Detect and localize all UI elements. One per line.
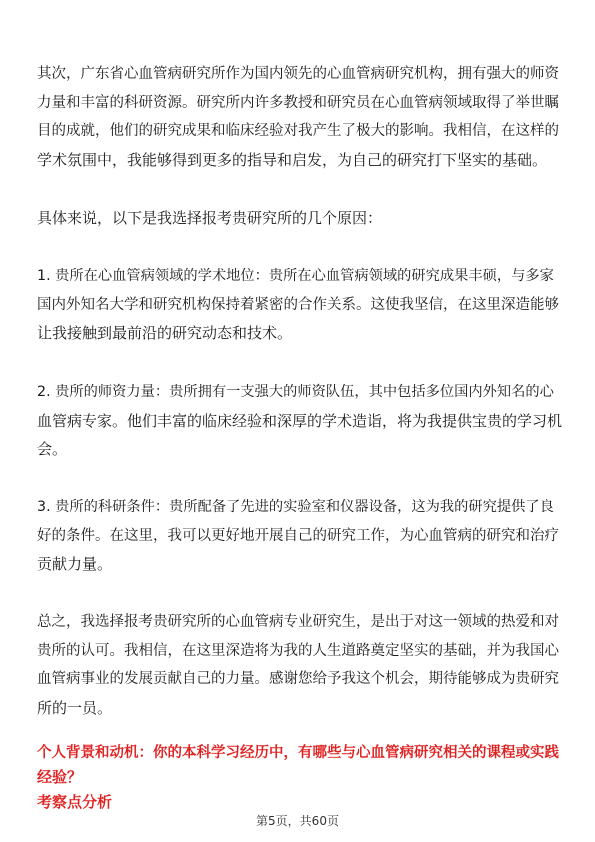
paragraph-line: 目的成就，他们的研究成果和临床经验对我产生了极大的影响。我相信，在这样的 xyxy=(37,123,559,139)
paragraph-line: 所的一员。 xyxy=(37,698,113,717)
paragraph-line: 力量和丰富的科研资源。研究所内许多教授和研究员在心血管病领域取得了举世瞩 xyxy=(37,94,559,111)
paragraph-faculty-resources xyxy=(37,60,562,174)
paragraph-line: 总之，我选择报考贵研究所的心血管病专业研究生，是出于对这一领域的热爱和对 xyxy=(37,614,559,630)
page-footer: 第5页，共60页 xyxy=(256,814,339,828)
question-line: 个人背景和动机：你的本科学习经历中，有哪些与心血管病研究相关的课程或实践 xyxy=(37,745,559,761)
paragraph-line: 会。 xyxy=(37,440,68,458)
paragraph-line: 好的条件。在这里，我可以更好地开展自己的研究工作，为心血管病的研究和治疗 xyxy=(37,527,559,544)
paragraph-line: 2. 贵所的师资力量：贵所拥有一支强大的师资队伍，其中包括多位国内外知名的心 xyxy=(37,384,554,400)
paragraph-line: 具体来说，以下是我选择报考贵研究所的几个原因： xyxy=(37,209,383,227)
paragraph-line: 1. 贵所在心血管病领域的学术地位：贵所在心血管病领域的研究成果丰硕，与多家 xyxy=(37,268,554,284)
paragraph-line: 血管病事业的发展贡献自己的力量。感谢您给予我这个机会，期待能够成为贵研究 xyxy=(37,671,559,687)
paragraph-line: 其次，广东省心血管病研究所作为国内领先的心血管病研究机构，拥有强大的师资 xyxy=(37,66,559,82)
question-line: 经验？ xyxy=(37,768,83,786)
paragraph-reasons-intro xyxy=(37,204,562,233)
paragraph-line: 血管病专家。他们丰富的临床经验和深厚的学术造诣，将为我提供宝贵的学习机 xyxy=(37,411,563,430)
paragraph-reason-3 xyxy=(37,493,562,579)
paragraph-line: 3. 贵所的科研条件：贵所配备了先进的实验室和仪器设备，这为我的研究提供了良 xyxy=(37,499,554,515)
paragraph-reason-1 xyxy=(37,262,562,348)
paragraph-line: 贡献力量。 xyxy=(37,555,113,573)
paragraph-line: 让我接触到最前沿的研究动态和技术。 xyxy=(37,324,293,342)
paragraph-line: 国内外知名大学和研究机构保持着紧密的合作关系。这使我坚信，在这里深造能够 xyxy=(37,296,559,313)
paragraph-line: 贵所的认可。我相信，在这里深造将为我的人生道路奠定坚实的基础，并为我国心 xyxy=(37,642,559,659)
question-heading xyxy=(37,741,562,789)
section-heading-text: 考察点分析 xyxy=(37,793,113,811)
paragraph-line: 学术氛围中，我能够得到更多的指导和启发，为自己的研究打下坚实的基础。 xyxy=(37,150,548,169)
paragraph-reason-2 xyxy=(37,378,562,464)
paragraph-conclusion xyxy=(37,608,562,722)
section-heading xyxy=(37,790,562,814)
